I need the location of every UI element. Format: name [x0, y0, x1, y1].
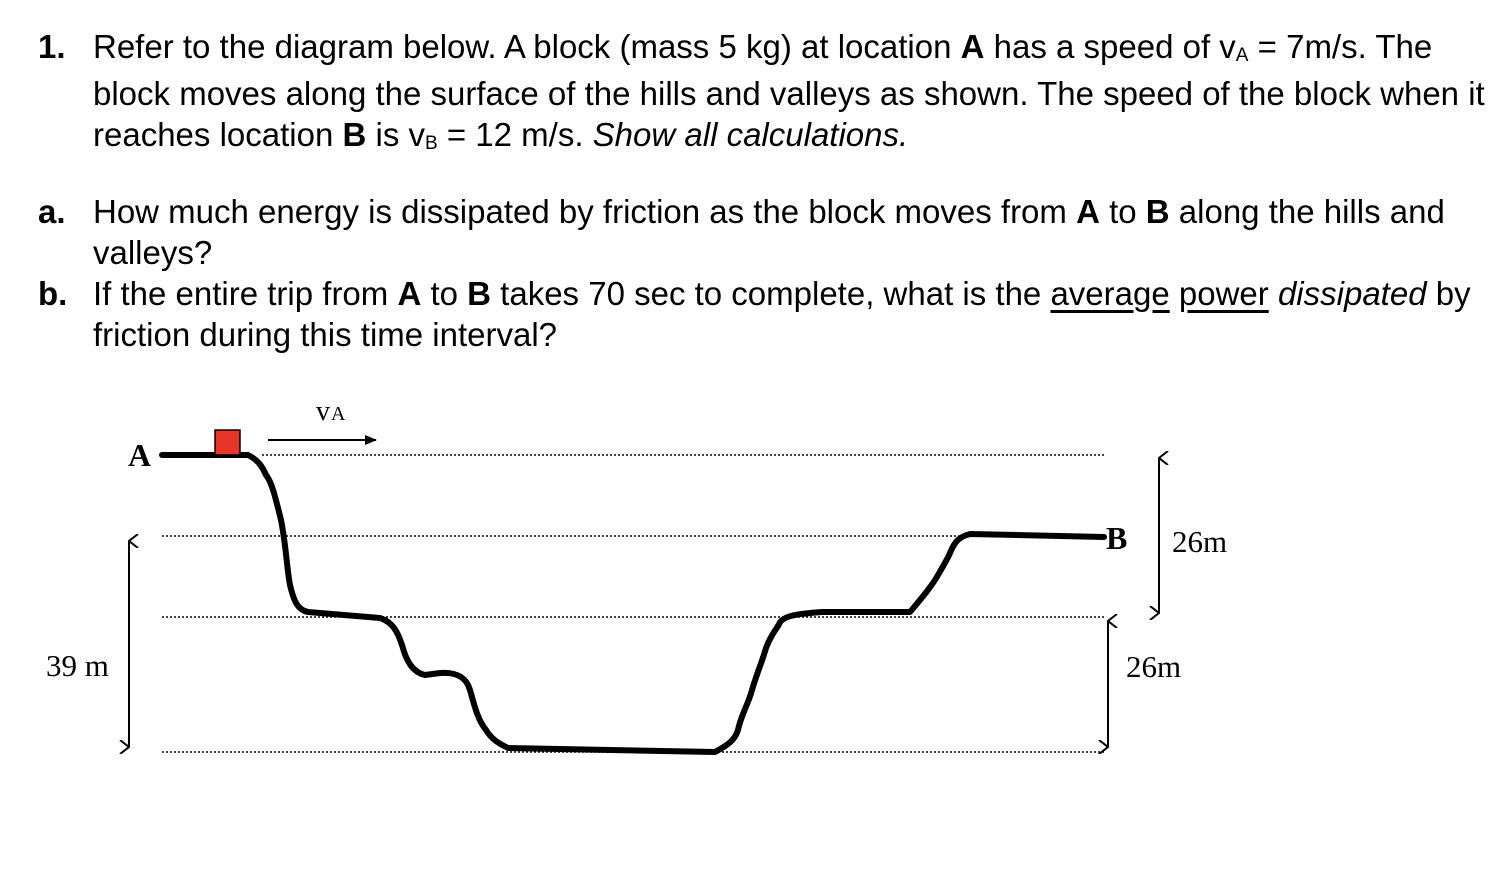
- reference-lines: [162, 455, 1104, 752]
- question-number: 1.: [38, 28, 66, 65]
- height-right-bottom-label: 26m: [1126, 649, 1182, 684]
- velocity-label: vA: [316, 396, 346, 427]
- part-b-text: If the entire trip from A to B takes 70 sec to complete, what is the average power dissipated by friction during this time interval?: [93, 275, 1471, 353]
- part-a-label: a.: [38, 193, 66, 230]
- block: [215, 430, 240, 455]
- label-a: A: [128, 437, 152, 473]
- terrain-surface: [162, 455, 1104, 752]
- part-a-text: How much energy is dissipated by friction as the block moves from A to B along the hills and valleys?: [93, 193, 1445, 271]
- part-b-label: b.: [38, 275, 68, 312]
- height-left-label: 39 m: [46, 648, 109, 683]
- height-right-top-label: 26m: [1172, 524, 1228, 559]
- question-text: Refer to the diagram below. A block (mass 5 kg) at location A has a speed of vA = 7m/s. The block moves along the surface of the hills and valleys as shown. The speed of the block when it reaches location B is vB = 12 m/s. Show all calculations.: [93, 28, 1485, 154]
- label-b: B: [1106, 520, 1128, 556]
